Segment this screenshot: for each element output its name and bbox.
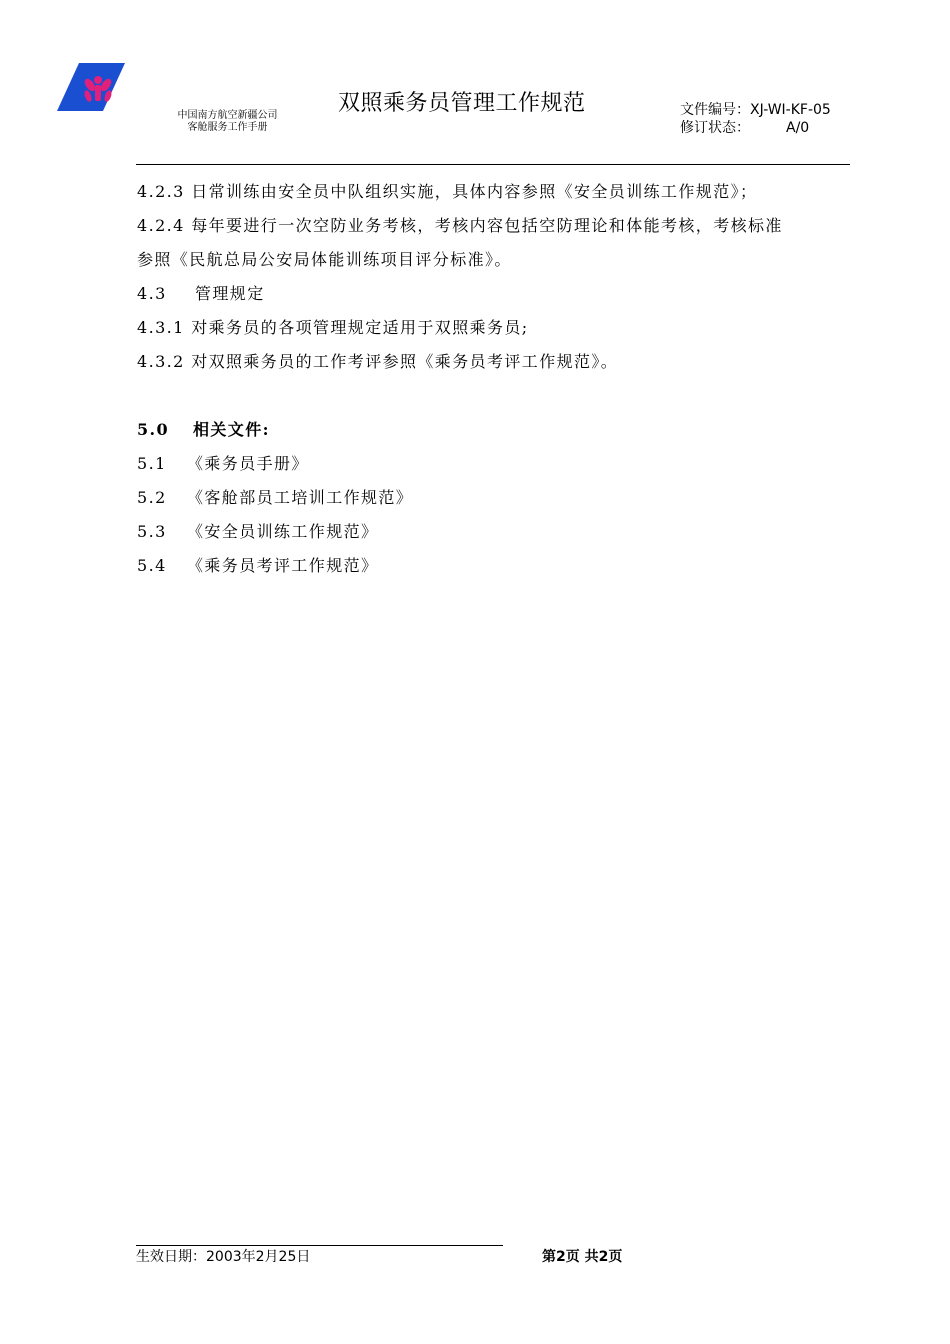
related-doc-item: [137, 549, 852, 583]
item-title: 《客舱部员工培训工作规范》: [187, 488, 414, 507]
paragraph-4-3-1: 4.3.1 对乘务员的各项管理规定适用于双照乘务员;: [137, 318, 529, 337]
revision-row: [680, 119, 831, 137]
item-title: 《乘务员考评工作规范》: [187, 556, 379, 575]
company-line-2: 客舱服务工作手册: [187, 122, 268, 133]
doc-number-row: [680, 101, 831, 119]
related-doc-item: [137, 481, 852, 515]
header-divider: [136, 164, 850, 165]
section-number: 4.3: [137, 284, 167, 303]
item-number: 5.3: [137, 522, 167, 541]
airline-logo: [57, 63, 125, 111]
related-doc-item: [137, 515, 852, 549]
revision-label: 修订状态：: [680, 120, 750, 136]
section-5-0-heading: [137, 413, 852, 447]
item-title: 《安全员训练工作规范》: [187, 522, 379, 541]
paragraph-4-2-3: 4.2.3 日常训练由安全员中队组织实施，具体内容参照《安全员训练工作规范》；: [137, 182, 758, 201]
document-title: 双照乘务员管理工作规范: [338, 91, 586, 116]
item-number: 5.1: [137, 454, 167, 473]
section-4-3-heading: [137, 277, 852, 311]
paragraph-4-2-4-line-2: 参照《民航总局公安局体能训练项目评分标准》。: [137, 250, 512, 269]
section-title: 管理规定: [195, 284, 265, 303]
doc-number-label: 文件编号：: [680, 102, 750, 118]
document-body: [137, 175, 852, 583]
company-line-1: 中国南方航空新疆公司: [177, 110, 278, 121]
revision-value: A/0: [786, 120, 810, 136]
item-title: 《乘务员手册》: [187, 454, 309, 473]
section-title: 相关文件:: [193, 420, 270, 439]
page-number: 第2页 共2页: [542, 1249, 623, 1265]
paragraph-4-3-2: 4.3.2 对双照乘务员的工作考评参照《乘务员考评工作规范》。: [137, 352, 619, 371]
company-name: [160, 110, 295, 134]
effective-date: 生效日期：2003年2月25日: [136, 1249, 311, 1265]
paragraph-4-2-4-line-1: 4.2.4 每年要进行一次空防业务考核，考核内容包括空防理论和体能考核，考核标准: [137, 216, 783, 235]
related-doc-item: [137, 447, 852, 481]
document-meta: [680, 101, 831, 137]
doc-number-value: XJ-WI-KF-05: [750, 102, 831, 118]
item-number: 5.2: [137, 488, 167, 507]
item-number: 5.4: [137, 556, 167, 575]
section-number: 5.0: [137, 420, 170, 439]
